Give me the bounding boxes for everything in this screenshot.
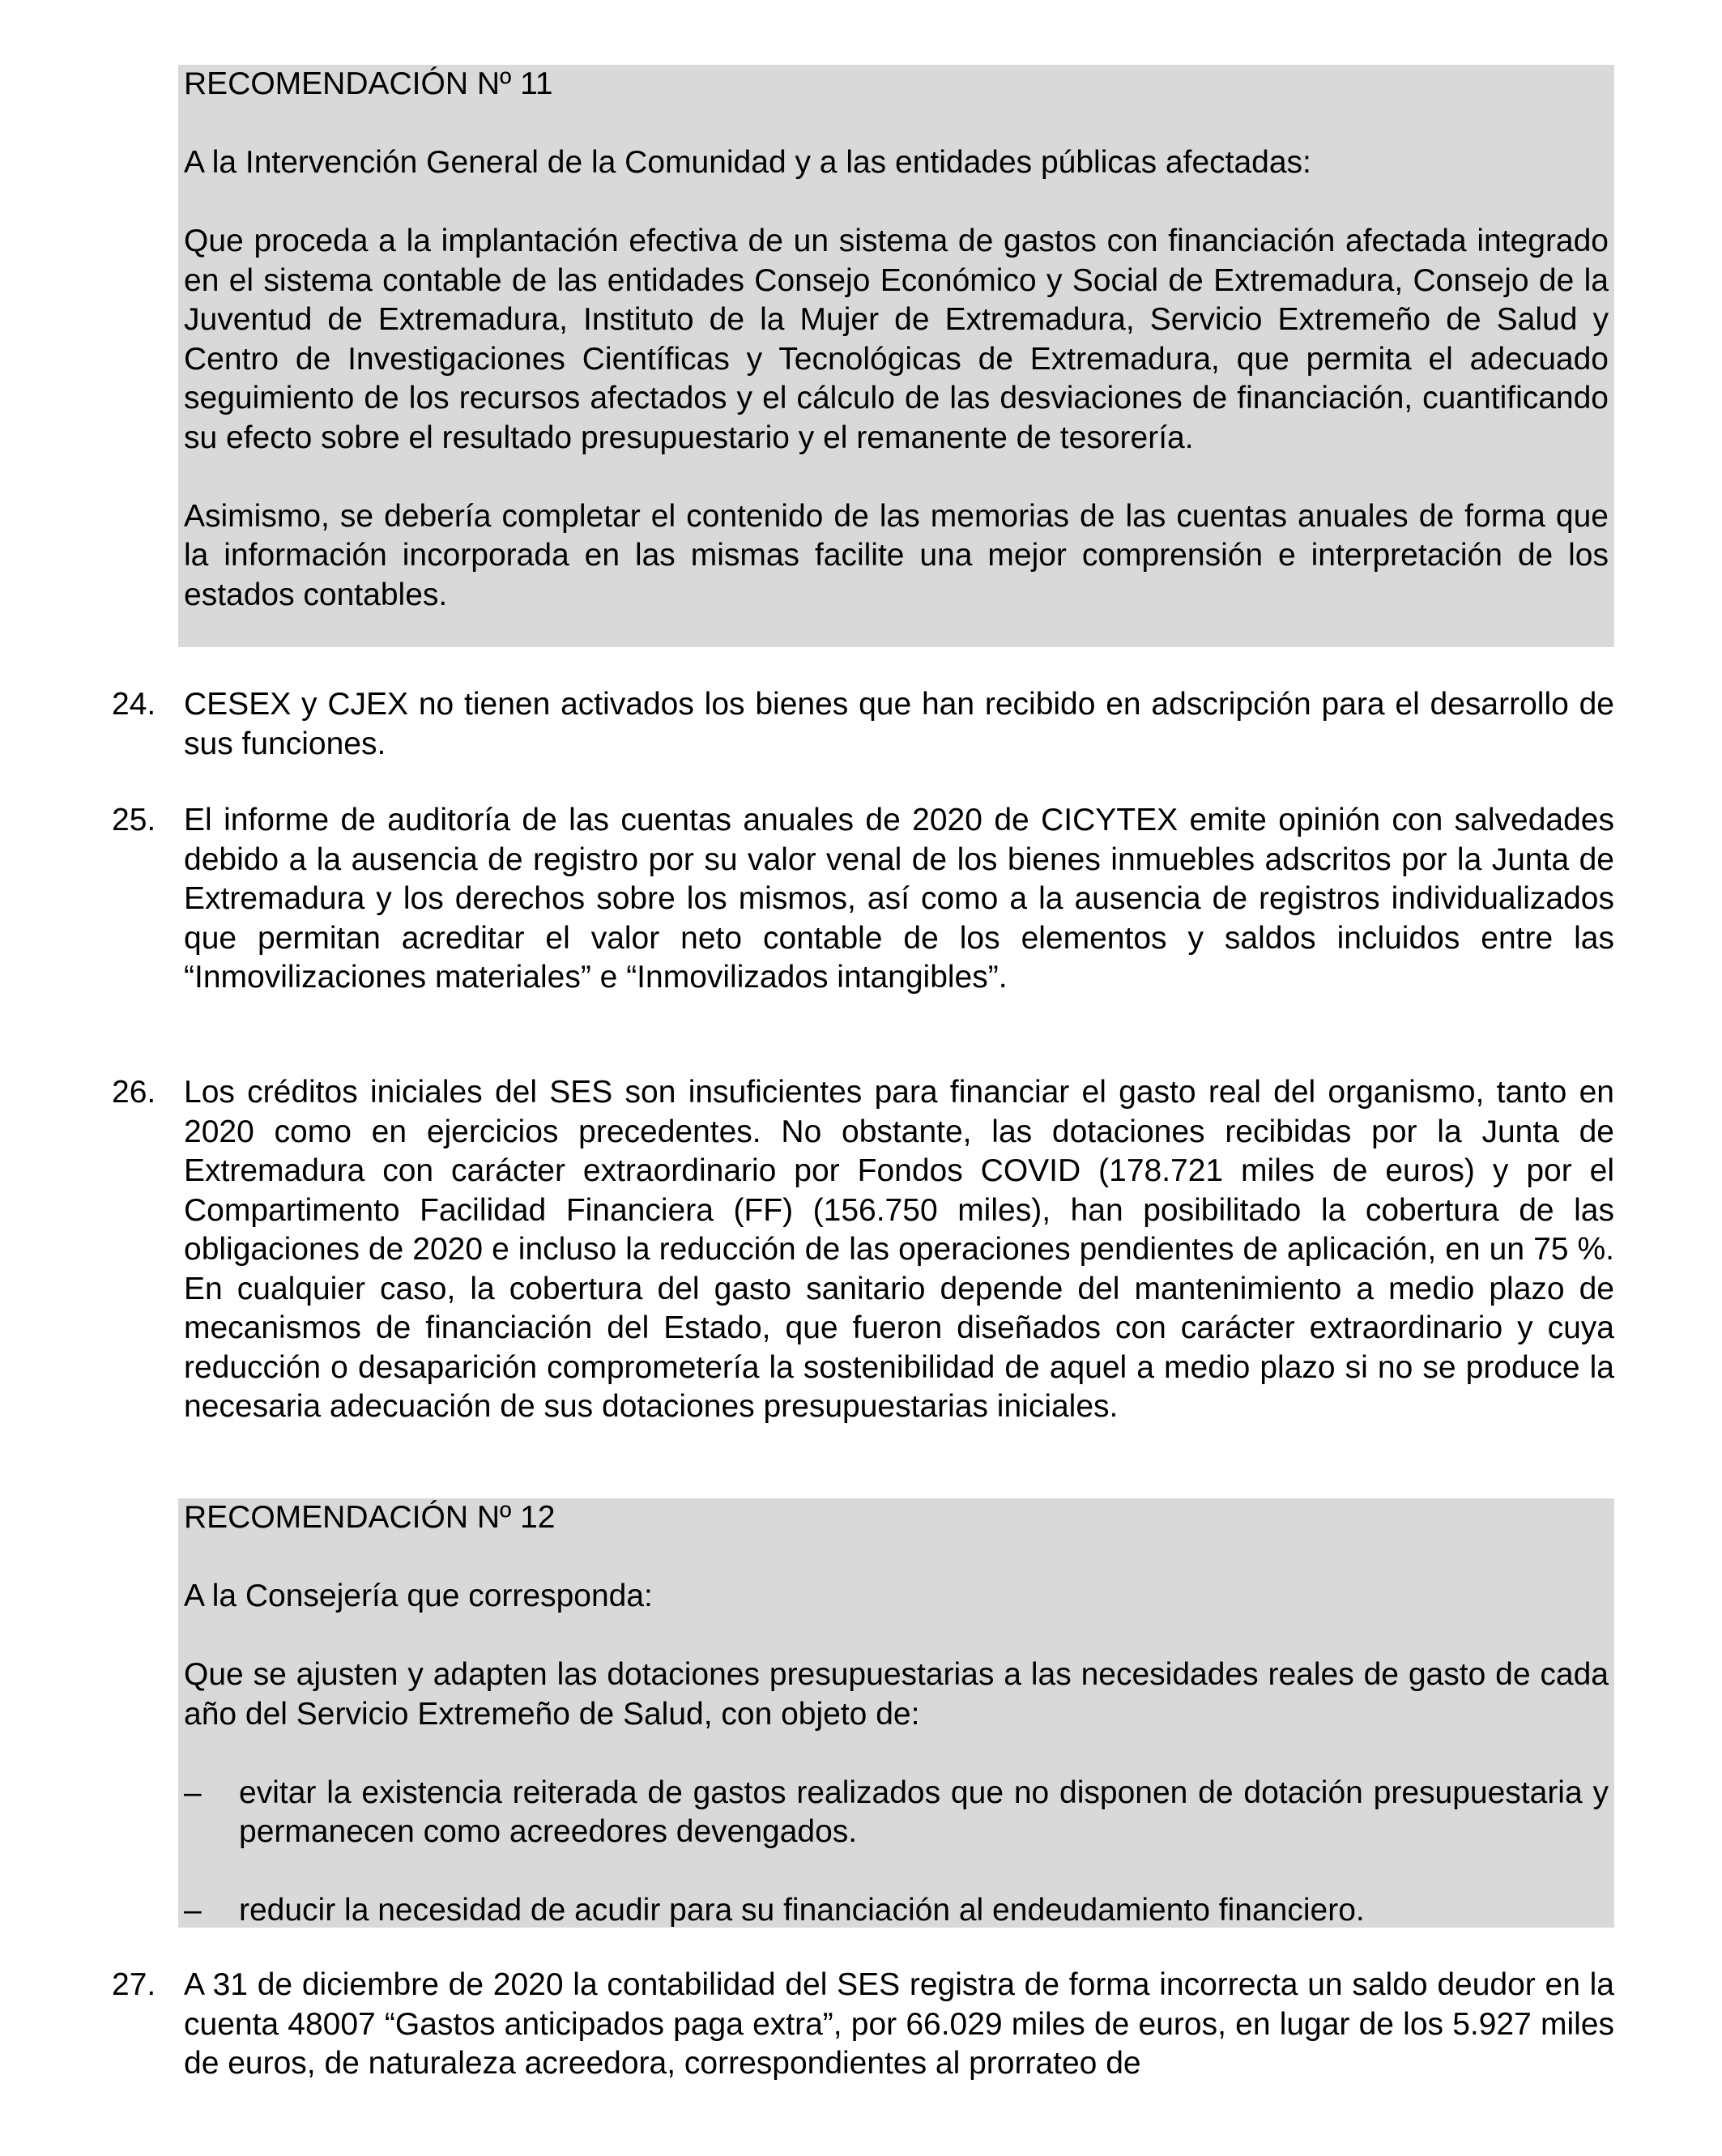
recommendation-12-addressee: A la Consejería que corresponda:	[184, 1579, 653, 1613]
bullet-text: evitar la existencia reiterada de gastos realizados que no disponen de dotación presupuestaria y permanecen como acreedores devengados.	[239, 1775, 1609, 1849]
dash-bullet-icon: –	[184, 1775, 202, 1810]
paragraph-25	[112, 801, 1614, 998]
recommendation-12-title: RECOMENDACIÓN Nº 12	[184, 1500, 556, 1535]
paragraph-26	[112, 1073, 1614, 1427]
paragraph-text: A 31 de diciembre de 2020 la contabilidad del SES registra de forma incorrecta un saldo deudor en la cuenta 48007 “Gastos anticipados paga extra”, por 66.029 miles de euros, en lugar de los 5.927 miles de euros, de naturaleza acreedora, correspondientes al prorrateo de	[184, 1967, 1614, 2081]
paragraph-number: 26.	[112, 1075, 156, 1110]
paragraph-number: 25.	[112, 803, 156, 837]
recommendation-12-box	[178, 1498, 1614, 1928]
recommendation-11-box	[178, 65, 1614, 647]
paragraph-24	[112, 685, 1614, 764]
paragraph-number: 27.	[112, 1967, 156, 2002]
dash-bullet-icon: –	[184, 1893, 202, 1928]
paragraph-number: 24.	[112, 687, 156, 722]
recommendation-11-body: Que proceda a la implantación efectiva de un sistema de gastos con financiación afectada integrado en el sistema contable de las entidades Consejo Económico y Social de Extremadura, Consejo de la Juventud de Extremadura, Instituto de la Mujer de Extremadura, Servicio Extremeño de Salud y Centro de Investigaciones Científicas y Tecnológicas de Extremadura, que permita el adecuado seguimiento de los recursos afectados y el cálculo de las desviaciones de financiación, cuantificando su efecto sobre el resultado presupuestario y el remanente de tesorería.	[184, 224, 1609, 455]
bullet-item	[184, 1774, 1609, 1852]
paragraph-text: El informe de auditoría de las cuentas anuales de 2020 de CICYTEX emite opinión con salvedades debido a la ausencia de registro por su valor venal de los bienes inmuebles adscritos por la Junta de Extremadura y los derechos sobre los mismos, así como a la ausencia de registros individualizados que permitan acreditar el valor neto contable de los elementos y saldos incluidos entre las “Inmovilizaciones materiales” e “Inmovilizados intangibles”.	[184, 803, 1614, 995]
paragraph-text: CESEX y CJEX no tienen activados los bienes que han recibido en adscripción para el desarrollo de sus funciones.	[184, 687, 1614, 761]
recommendation-11-body-2: Asimismo, se debería completar el contenido de las memorias de las cuentas anuales de forma que la información incorporada en las mismas facilite una mejor comprensión e interpretación de los estados contables.	[184, 498, 1609, 612]
recommendation-12-body: Que se ajusten y adapten las dotaciones presupuestarias a las necesidades reales de gasto de cada año del Servicio Extremeño de Salud, con objeto de:	[184, 1657, 1609, 1732]
bullet-item	[184, 1891, 1609, 1931]
paragraph-text: Los créditos iniciales del SES son insuficientes para financiar el gasto real del organismo, tanto en 2020 como en ejercicios precedentes. No obstante, las dotaciones recibidas por la Junta de Extremadura con carácter extraordinario por Fondos COVID (178.721 miles de euros) y por el Compartimento Facilidad Financiera (FF) (156.750 miles), han posibilitado la cobertura de las obligaciones de 2020 e incluso la reducción de las operaciones pendientes de aplicación, en un 75 %. En cualquier caso, la cobertura del gasto sanitario depende del mantenimiento a medio plazo de mecanismos de financiación del Estado, que fueron diseñados con carácter extraordinario y cuya reducción o desaparición comprometería la sostenibilidad de aquel a medio plazo si no se produce la necesaria adecuación de sus dotaciones presupuestarias iniciales.	[184, 1075, 1614, 1424]
bullet-text: reducir la necesidad de acudir para su financiación al endeudamiento financiero.	[239, 1893, 1365, 1928]
paragraph-27	[112, 1966, 1614, 2084]
recommendation-11-title: RECOMENDACIÓN Nº 11	[184, 66, 553, 101]
recommendation-11-addressee: A la Intervención General de la Comunidad y a las entidades públicas afectadas:	[184, 145, 1311, 180]
